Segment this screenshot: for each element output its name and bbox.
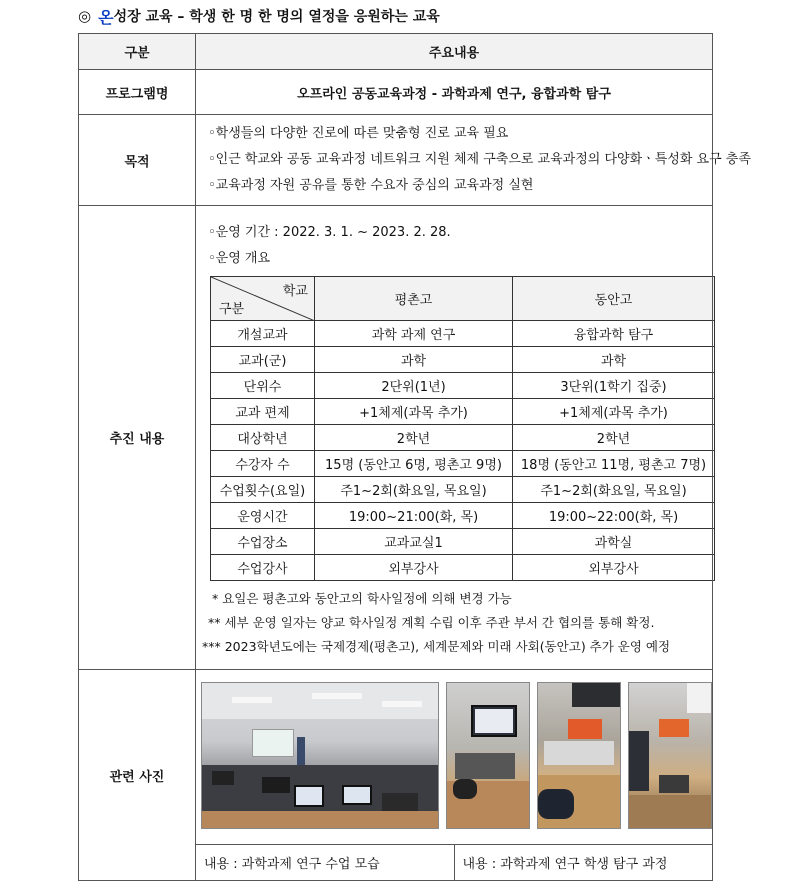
school-b-value: 과학 — [513, 347, 715, 373]
school-b-value: 외부강사 — [513, 555, 715, 581]
note-3: *** 2023학년도에는 국제경제(평촌고), 세계문제와 미래 사회(동안고) 추가 운영 예정 — [202, 639, 671, 654]
header-content: 주요내용 — [196, 34, 713, 70]
row-label: 단위수 — [211, 373, 315, 399]
purpose-content — [196, 115, 751, 206]
school-b-value: +1체제(과목 추가) — [513, 399, 715, 425]
row-label: 개설교과 — [211, 321, 315, 347]
photos-row — [79, 670, 713, 845]
corner-top-label: 학교 — [282, 284, 308, 299]
header-category: 구분 — [79, 34, 196, 70]
school-b-value: 3단위(1학기 집중) — [513, 373, 715, 399]
purpose-line: ◦인근 학교와 공동 교육과정 네트워크 지원 체제 구축으로 교육과정의 다양화ㆍ특성화 요구 충족 — [208, 152, 751, 167]
row-label: 수강자 수 — [211, 451, 315, 477]
purpose-line: ◦학생들의 다양한 진로에 따른 맞춤형 진로 교육 필요 — [208, 126, 509, 141]
program-value: 오프라인 공동교육과정 - 과학과제 연구, 융합과학 탐구 — [196, 70, 713, 115]
student-photo-1 — [446, 682, 530, 829]
program-row — [79, 70, 713, 115]
execution-label: 추진 내용 — [79, 206, 196, 670]
section-heading — [78, 4, 440, 28]
school-b-value: 과학실 — [513, 529, 715, 555]
photos-cell — [196, 670, 713, 845]
execution-row — [79, 206, 713, 670]
overview-row — [211, 477, 715, 503]
school-a-header: 평촌고 — [315, 277, 513, 321]
school-a-value: 교과교실1 — [315, 529, 513, 555]
row-label: 수업강사 — [211, 555, 315, 581]
corner-cell — [211, 277, 315, 321]
school-a-value: 과학 과제 연구 — [315, 321, 513, 347]
school-a-value: 19:00~21:00(화, 목) — [315, 503, 513, 529]
classroom-photo — [201, 682, 439, 829]
school-a-value: 과학 — [315, 347, 513, 373]
overview-table — [210, 276, 715, 581]
overview-row — [211, 347, 715, 373]
school-b-value: 융합과학 탐구 — [513, 321, 715, 347]
note-1: * 요일은 평촌고와 동안고의 학사일정에 의해 변경 가능 — [212, 591, 512, 606]
school-a-value: 주1~2회(화요일, 목요일) — [315, 477, 513, 503]
school-b-value: 주1~2회(화요일, 목요일) — [513, 477, 715, 503]
school-b-value: 2학년 — [513, 425, 715, 451]
row-label: 교과 편제 — [211, 399, 315, 425]
double-circle-icon: ◎ — [78, 7, 92, 25]
note-2: ** 세부 운영 일자는 양교 학사일정 계획 수립 이후 주관 부서 간 협의를 통해 확정. — [208, 615, 655, 630]
student-photo-3 — [628, 682, 712, 829]
caption-right: 내용 : 과학과제 연구 학생 탐구 과정 — [454, 845, 713, 881]
overview-row — [211, 425, 715, 451]
school-a-value: 2학년 — [315, 425, 513, 451]
overview-header-row — [211, 277, 715, 321]
school-b-value: 19:00~22:00(화, 목) — [513, 503, 715, 529]
school-b-value: 18명 (동안고 11명, 평촌고 7명) — [513, 451, 715, 477]
corner-bottom-label: 구분 — [219, 302, 245, 317]
school-b-header: 동안고 — [513, 277, 715, 321]
purpose-line: ◦교육과정 자원 공유를 통한 수요자 중심의 교육과정 실현 — [208, 178, 534, 193]
caption-left: 내용 : 과학과제 연구 수업 모습 — [196, 845, 455, 881]
overview-row — [211, 555, 715, 581]
photos-label: 관련 사진 — [79, 670, 196, 881]
heading-text: 성장 교육 – 학생 한 명 한 명의 열정을 응원하는 교육 — [113, 9, 440, 25]
row-label: 수업장소 — [211, 529, 315, 555]
purpose-row — [79, 115, 713, 206]
row-label: 교과(군) — [211, 347, 315, 373]
heading-accent: 온 — [98, 7, 114, 27]
overview-row — [211, 503, 715, 529]
row-label: 수업횟수(요일) — [211, 477, 315, 503]
row-label: 대상학년 — [211, 425, 315, 451]
school-a-value: +1체제(과목 추가) — [315, 399, 513, 425]
overview-line: ◦운영 개요 — [208, 251, 271, 266]
main-table — [78, 33, 751, 881]
purpose-label: 목적 — [79, 115, 196, 206]
overview-row — [211, 321, 715, 347]
school-a-value: 2단위(1년) — [315, 373, 513, 399]
program-label: 프로그램명 — [79, 70, 196, 115]
header-row — [79, 34, 713, 70]
school-a-value: 외부강사 — [315, 555, 513, 581]
overview-row — [211, 373, 715, 399]
period-line: ◦운영 기간 : 2022. 3. 1. ~ 2023. 2. 28. — [208, 225, 451, 240]
student-photo-2 — [537, 682, 621, 829]
row-label: 운영시간 — [211, 503, 315, 529]
overview-row — [211, 451, 715, 477]
school-a-value: 15명 (동안고 6명, 평촌고 9명) — [315, 451, 513, 477]
execution-content — [196, 206, 713, 670]
overview-row — [211, 399, 715, 425]
overview-row — [211, 529, 715, 555]
